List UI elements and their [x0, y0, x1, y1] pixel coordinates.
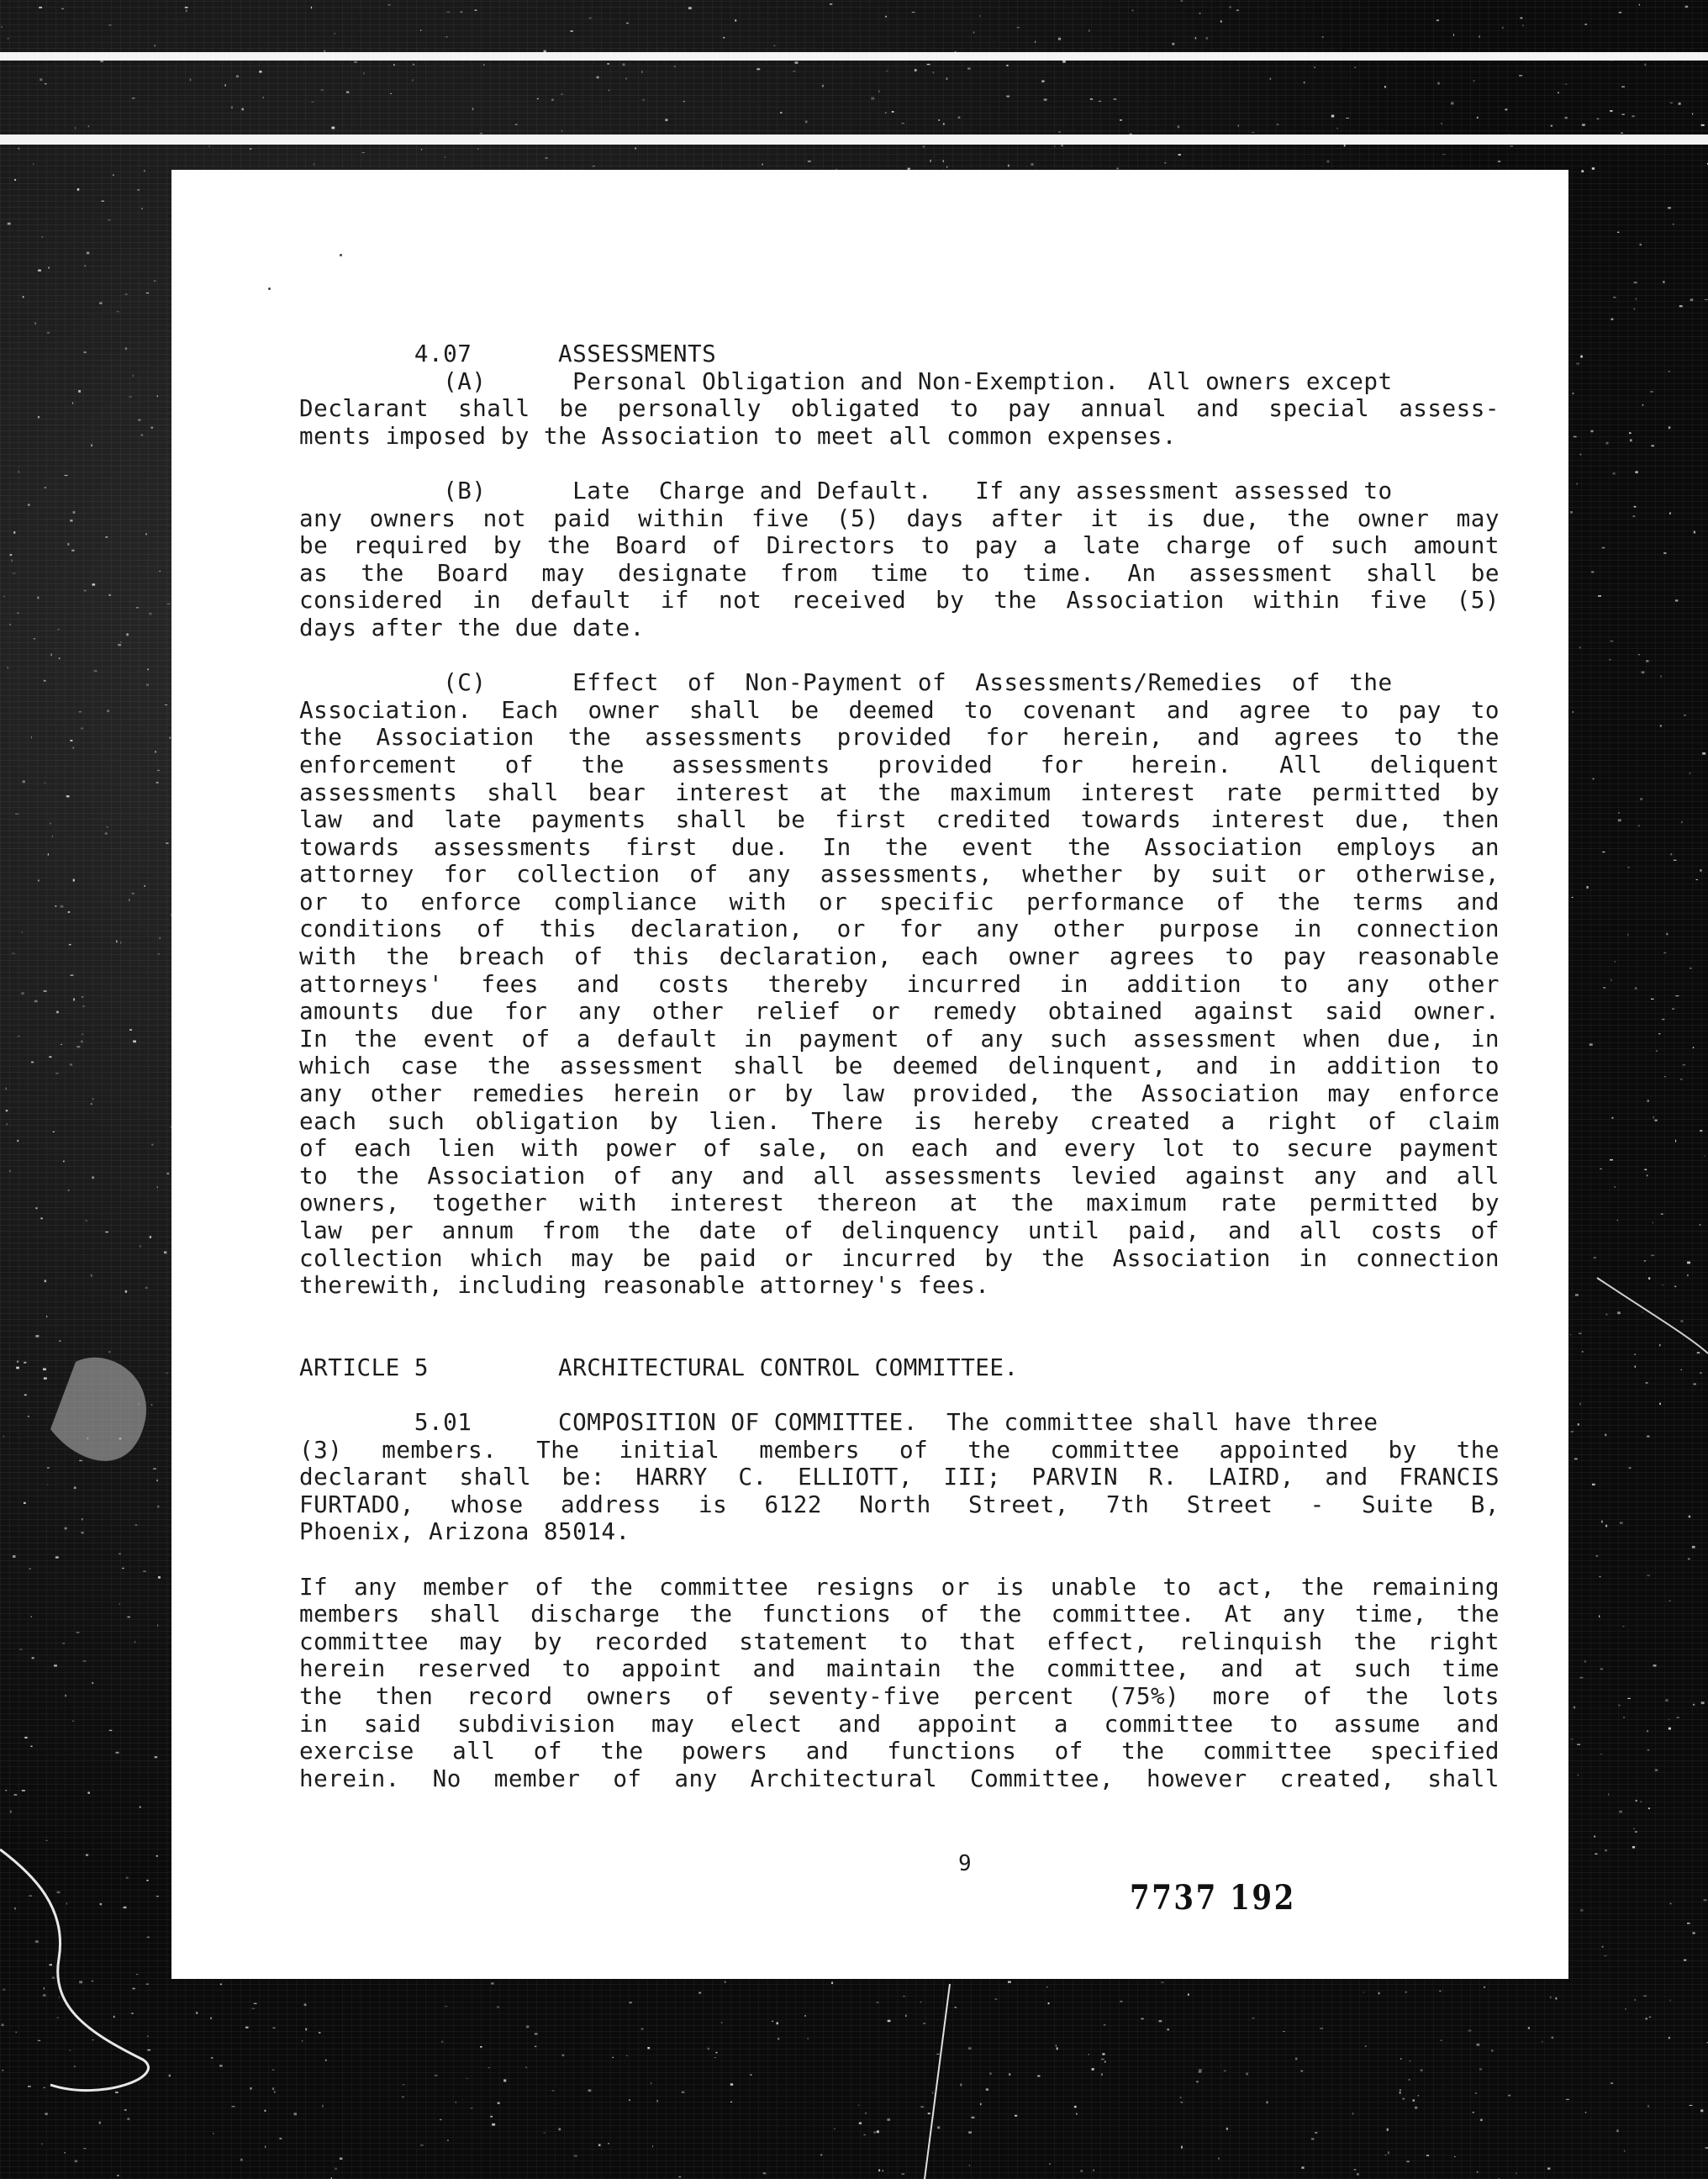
text-line: as the Board may designate from time to time. An assessment shall be: [299, 558, 1500, 587]
speck-mark: [268, 288, 271, 290]
text-line: Phoenix, Arizona 85014.: [299, 1517, 630, 1546]
text-line: or to enforce compliance with or specific performance of the terms and: [299, 887, 1500, 915]
text-line: declarant shall be: HARRY C. ELLIOTT, III; PARVIN R. LAIRD, and FRANCIS: [299, 1463, 1500, 1491]
text-line: herein. No member of any Architectural Committee, however created, shall: [299, 1764, 1500, 1792]
text-line: ments imposed by the Association to meet all common expenses.: [299, 421, 1177, 450]
text-line: each such obligation by lien. There is hereby created a right of claim: [299, 1106, 1500, 1135]
text-line: (A) Personal Obligation and Non-Exemption. All owners except: [299, 367, 1393, 395]
text-line: be required by the Board of Directors to pay a late charge of such amount: [299, 531, 1500, 560]
document-body: [299, 340, 1500, 1792]
text-line: considered in default if not received by the Association within five (5): [299, 586, 1500, 615]
document-page: [171, 170, 1568, 1979]
text-line: attorney for collection of any assessments, whether by suit or otherwise,: [299, 860, 1500, 889]
section-gap: [299, 1300, 1500, 1354]
text-line: collection which may be paid or incurred by the Association in connection: [299, 1243, 1500, 1272]
text-line: In the event of a default in payment of any such assessment when due, in: [299, 1024, 1500, 1053]
text-line: attorneys' fees and costs thereby incurred in addition to any other: [299, 969, 1500, 998]
text-line: conditions of this declaration, or for any other purpose in connection: [299, 915, 1500, 943]
text-line: exercise all of the powers and functions of the committee specified: [299, 1737, 1500, 1765]
text-line: the then record owners of seventy-five percent (75%) more of the lots: [299, 1681, 1500, 1710]
paragraph-gap: [299, 642, 1500, 670]
text-line: Declarant shall be personally obligated to pay annual and special assess-: [299, 394, 1500, 423]
paragraph-gap: [299, 1381, 1500, 1409]
text-line: 5.01 COMPOSITION OF COMMITTEE. The committee shall have three: [299, 1407, 1379, 1436]
text-line: members shall discharge the functions of the committee. At any time, the: [299, 1600, 1500, 1628]
text-line: ARTICLE 5 ARCHITECTURAL CONTROL COMMITTEE.: [299, 1353, 1019, 1381]
text-line: with the breach of this declaration, each owner agrees to pay reasonable: [299, 942, 1500, 971]
text-line: FURTADO, whose address is 6122 North Street, 7th Street - Suite B,: [299, 1490, 1500, 1518]
text-line: days after the due date.: [299, 613, 645, 641]
text-line: committee may by recorded statement to that effect, relinquish the right: [299, 1627, 1500, 1655]
record-book-page-number: 7737 192: [1130, 1878, 1296, 1918]
text-line: towards assessments first due. In the event the Association employs an: [299, 832, 1500, 861]
speck-mark: [340, 254, 342, 256]
text-line: law per annum from the date of delinquency until paid, and all costs of: [299, 1216, 1500, 1244]
paragraph-gap: [299, 450, 1500, 477]
paragraph-gap: [299, 1546, 1500, 1574]
text-line: which case the assessment shall be deemed delinquent, and in addition to: [299, 1052, 1500, 1080]
text-line: amounts due for any other relief or remedy obtained against said owner.: [299, 997, 1500, 1026]
text-line: herein reserved to appoint and maintain the committee, and at such time: [299, 1654, 1500, 1683]
text-line: (3) members. The initial members of the committee appointed by the: [299, 1435, 1500, 1464]
text-line: Association. Each owner shall be deemed to covenant and agree to pay to: [299, 695, 1500, 724]
text-line: the Association the assessments provided for herein, and agrees to the: [299, 723, 1500, 752]
text-line: enforcement of the assessments provided for herein. All deliquent: [299, 750, 1500, 778]
text-line: assessments shall bear interest at the maximum interest rate permitted by: [299, 778, 1500, 806]
text-line: any other remedies herein or by law provided, the Association may enforce: [299, 1079, 1500, 1108]
text-line: 4.07 ASSESSMENTS: [299, 340, 717, 367]
text-line: to the Association of any and all assessments levied against any and all: [299, 1161, 1500, 1190]
text-line: of each lien with power of sale, on each and every lot to secure payment: [299, 1134, 1500, 1163]
text-line: (B) Late Charge and Default. If any assessment assessed to: [299, 476, 1393, 504]
text-line: in said subdivision may elect and appoint a committee to assume and: [299, 1709, 1500, 1738]
text-line: If any member of the committee resigns or is unable to act, the remaining: [299, 1572, 1500, 1601]
scan-border-second: [0, 135, 1708, 145]
text-line: any owners not paid within five (5) days after it is due, the owner may: [299, 504, 1500, 532]
text-line: law and late payments shall be first credited towards interest due, then: [299, 805, 1500, 834]
page-number: 9: [958, 1851, 972, 1876]
text-line: (C) Effect of Non-Payment of Assessments/Remedies of the: [299, 668, 1393, 697]
text-line: owners, together with interest thereon at the maximum rate permitted by: [299, 1189, 1500, 1217]
text-line: therewith, including reasonable attorney's fees.: [299, 1271, 990, 1300]
scan-border-top: [0, 52, 1708, 61]
